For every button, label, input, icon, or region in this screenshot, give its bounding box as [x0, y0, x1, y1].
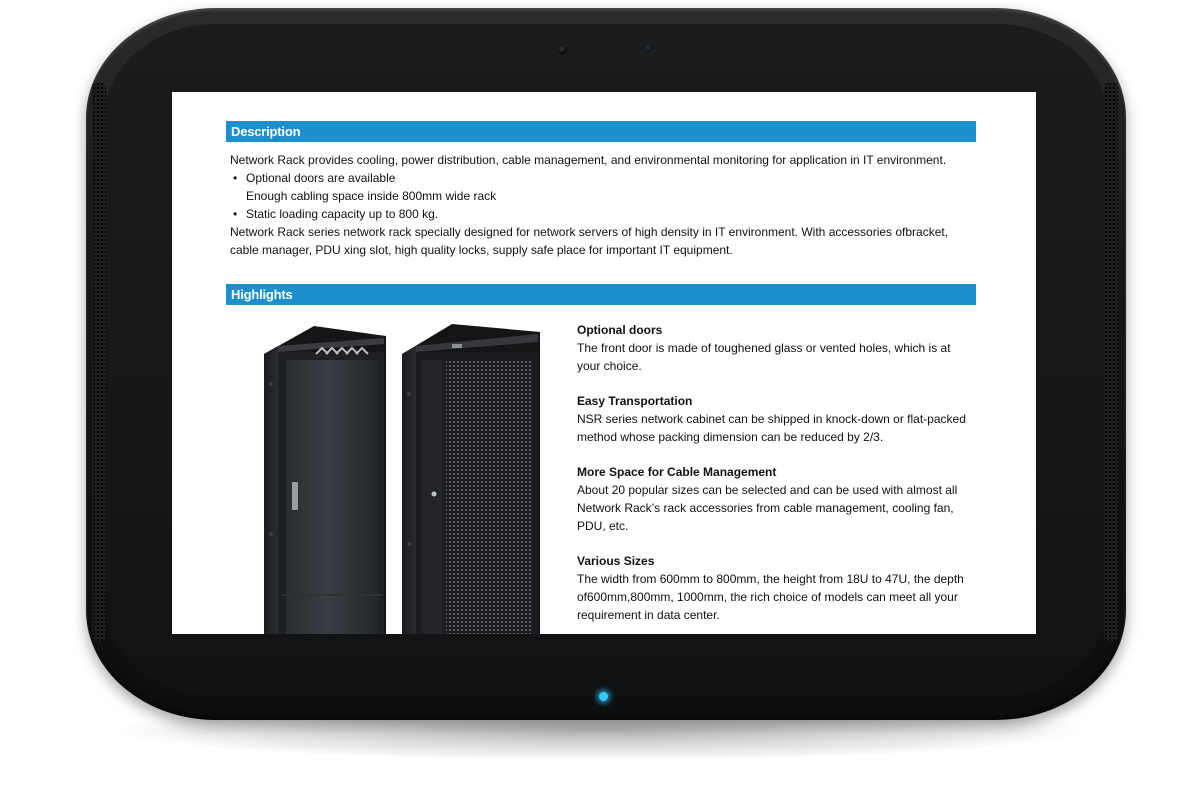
feature-cable-management — [577, 463, 977, 535]
highlights-features — [577, 321, 977, 634]
light-sensor — [646, 46, 651, 51]
feature-body: The width from 600mm to 800mm, the height from 18U to 47U, the depth of600mm,800mm, 1000mm, the rich choice of models can meet all your requirement in data center. — [577, 572, 964, 622]
description-heading: Description — [226, 121, 976, 142]
description-body — [230, 151, 978, 259]
front-camera — [558, 45, 567, 54]
feature-body: NSR series network cabinet can be shipped in knock-down or flat-packed method whose packing dimension can be reduced by 2/3. — [577, 412, 966, 444]
vented-door-rack — [402, 324, 540, 634]
feature-optional-doors — [577, 321, 977, 375]
highlights-heading: Highlights — [226, 284, 976, 305]
feature-title: More Space for Cable Management — [577, 465, 777, 479]
rack-cabinets-image — [256, 324, 546, 634]
feature-title: Optional doors — [577, 323, 663, 337]
feature-title: Easy Transportation — [577, 394, 693, 408]
indicator-light — [599, 692, 608, 701]
rack-cabinets-illustration — [256, 324, 546, 634]
feature-body: About 20 popular sizes can be selected and can be used with almost all Network Rack’s rack accessories from cable management, cooling fan, PDU, etc. — [577, 483, 958, 533]
bullet-text: Optional doors are available — [246, 171, 396, 185]
description-summary: Network Rack series network rack specially designed for network servers of high density in IT environment. With accessories ofbracket, cable manager, PDU xing slot, high quality locks, supply safe place for important IT equipment. — [230, 225, 949, 257]
feature-easy-transportation — [577, 392, 977, 446]
feature-body: The front door is made of toughened glass or vented holes, which is at your choice. — [577, 341, 951, 373]
left-speaker-grille — [92, 82, 106, 642]
bullet-dot: • — [233, 171, 238, 185]
glass-door-rack — [264, 326, 386, 634]
description-bullet — [230, 205, 978, 223]
description-bullet — [230, 169, 978, 187]
bullet-continuation: Enough cabling space inside 800mm wide rack — [246, 189, 497, 203]
bullet-dot: • — [233, 207, 238, 221]
feature-title: Various Sizes — [577, 554, 655, 568]
description-intro: Network Rack provides cooling, power distribution, cable management, and environmental monitoring for application in IT environment. — [230, 153, 947, 167]
feature-various-sizes — [577, 552, 977, 624]
bullet-text: Static loading capacity up to 800 kg. — [246, 207, 439, 221]
tablet-screen — [172, 92, 1036, 634]
right-speaker-grille — [1104, 82, 1118, 642]
